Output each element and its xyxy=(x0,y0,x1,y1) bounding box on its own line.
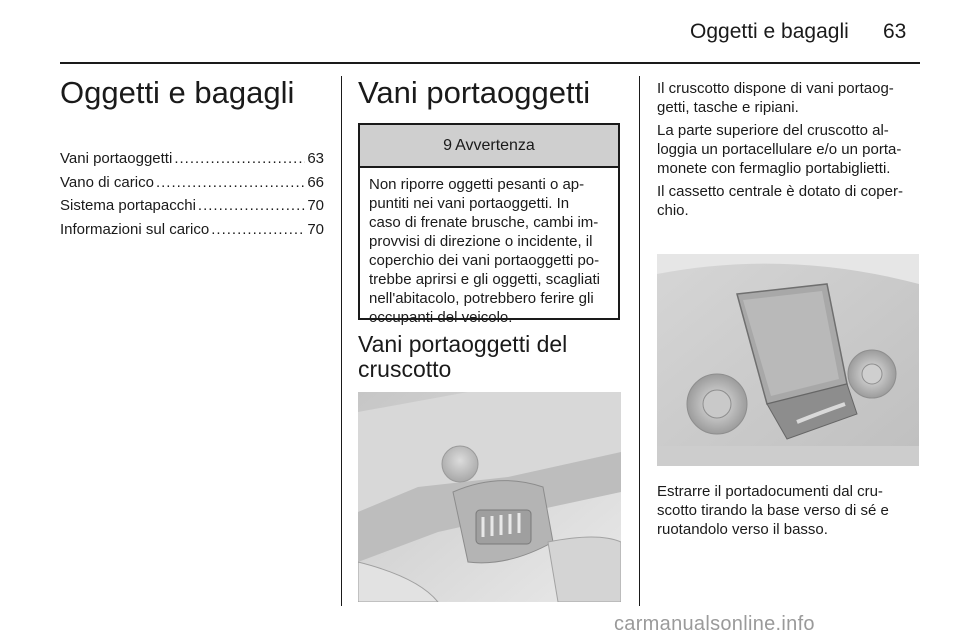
text-line: getti, tasche e ripiani. xyxy=(657,99,799,116)
table-of-contents xyxy=(60,150,324,244)
toc-item[interactable] xyxy=(60,150,324,174)
paragraph-document-holder xyxy=(657,482,922,539)
toc-leader-dots xyxy=(156,174,305,191)
text-line: chio. xyxy=(657,202,689,219)
warning-line: puntiti nei vani portaoggetti. In xyxy=(369,195,570,212)
toc-leader-dots xyxy=(174,150,305,167)
toc-item-page: 70 xyxy=(307,197,324,214)
toc-leader-dots xyxy=(211,221,305,238)
section-title: Vani portaoggetti xyxy=(358,75,591,110)
paragraph-storage-intro xyxy=(657,79,922,117)
warning-header xyxy=(360,125,618,168)
toc-item-page: 63 xyxy=(307,150,324,167)
toc-item-label: Vano di carico xyxy=(60,173,154,191)
chapter-title: Oggetti e bagagli xyxy=(60,75,295,110)
text-line: ruotandolo verso il basso. xyxy=(657,521,828,538)
warning-line: Non riporre oggetti pesanti o ap- xyxy=(369,176,585,193)
warning-box xyxy=(358,123,620,326)
toc-item[interactable] xyxy=(60,221,324,245)
warning-icon: 9 xyxy=(443,136,453,154)
text-line: Il cassetto centrale è dotato di coper- xyxy=(657,183,903,200)
warning-line: coperchio dei vani portaoggetti po- xyxy=(369,252,600,269)
page-number: 63 xyxy=(883,20,907,43)
toc-item-page: 66 xyxy=(307,173,324,191)
footer-watermark[interactable]: carmanualsonline.info xyxy=(614,613,815,635)
warning-line: provvisi di direzione o incidente, il xyxy=(369,233,593,250)
warning-line: trebbe aprirsi e gli oggetti, scagliati xyxy=(369,271,600,288)
text-line: scotto tirando la base verso di sé e xyxy=(657,502,889,519)
toc-leader-dots xyxy=(198,197,305,214)
text-line: Estrarre il portadocumenti dal cru- xyxy=(657,483,883,500)
warning-text xyxy=(360,168,618,327)
column-divider-right xyxy=(639,76,640,606)
header-rule xyxy=(60,62,920,64)
toc-item-label: Vani portaoggetti xyxy=(60,150,173,167)
paragraph-center-drawer xyxy=(657,182,922,220)
paragraph-phone-holder xyxy=(657,121,922,178)
warning-line: nell'abitacolo, potrebbero ferire gli xyxy=(369,290,594,307)
text-line: Il cruscotto dispone di vani portaog- xyxy=(657,80,894,97)
warning-heading: Avvertenza xyxy=(455,136,535,154)
toc-item-label: Sistema portapacchi xyxy=(60,197,196,214)
column-divider-left xyxy=(341,76,342,606)
text-line: monete con fermaglio portabiglietti. xyxy=(657,160,891,177)
toc-item-label: Informazioni sul carico xyxy=(60,220,210,238)
toc-item-page: 70 xyxy=(307,220,324,238)
text-line: La parte superiore del cruscotto al- xyxy=(657,122,889,139)
toc-item[interactable] xyxy=(60,174,324,198)
dashboard-storage-illustration xyxy=(358,392,621,602)
header-title: Oggetti e bagagli xyxy=(690,20,849,43)
text-line: loggia un portacellulare e/o un porta- xyxy=(657,141,902,158)
subsection-title: Vani portaoggetti del cruscotto xyxy=(358,331,568,382)
toc-item[interactable] xyxy=(60,197,324,221)
document-holder-illustration xyxy=(657,254,919,466)
warning-line: caso di frenate brusche, cambi im- xyxy=(369,214,599,231)
warning-line: occupanti del veicolo. xyxy=(369,309,513,326)
